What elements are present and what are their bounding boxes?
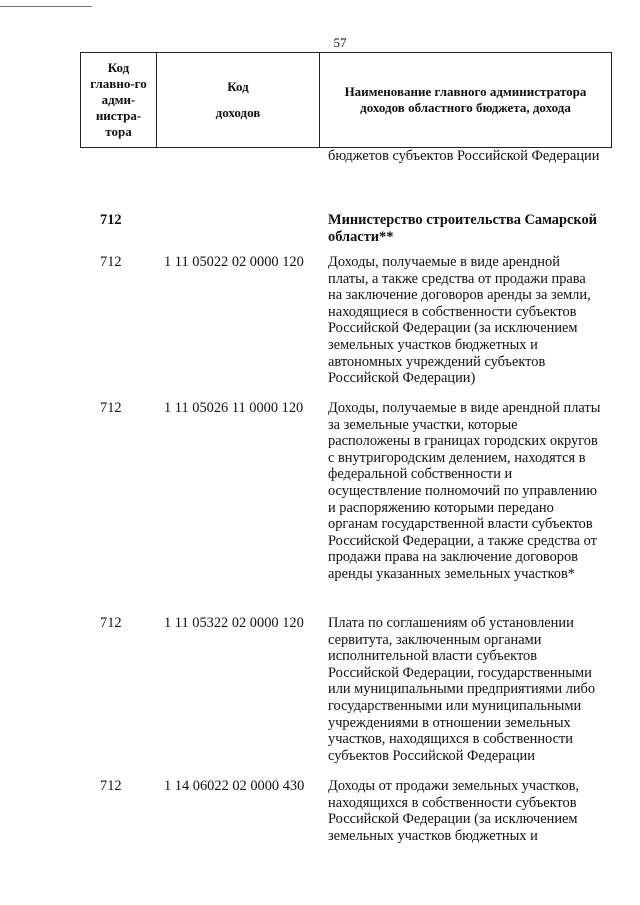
scan-corner-line: [0, 6, 92, 7]
row-income-code: 1 14 06022 02 0000 430: [164, 778, 305, 794]
row-name: Плата по соглашениям об установлении сервитута, заключенным органами исполнительной власти субъектов Российской Федерации, государственными или муниципальными предприятиями либо государственными или муниципальными учреждениями в отношении земельных участков, находящихся в собственности субъектов Российской Федерации: [328, 615, 596, 764]
row-admin-code: 712: [100, 254, 122, 270]
row-name: Министерство строительства Самарской области**: [328, 212, 597, 245]
continuation-text: бюджетов субъектов Российской Федерации: [328, 148, 600, 164]
header-income-code: [157, 53, 320, 147]
header-income-code-line2: доходов: [215, 105, 261, 120]
header-income-code-line1: Код: [227, 79, 249, 94]
row-income-code: 1 11 05322 02 0000 120: [164, 615, 304, 631]
header-admin-code: [81, 53, 157, 147]
row-name: Доходы от продажи земельных участков, находящихся в собственности субъектов Российской Федерации (за исключением земельных участков бюджетных и: [328, 778, 580, 844]
header-admin-code-label: Код главно-го адми-нистра-тора: [90, 60, 147, 139]
row-name: Доходы, получаемые в виде арендной платы за земельные участки, которые расположены в границах городских округов с внутригородским делением, находятся в федеральной собственности и осуществление полномочий по управлению и распоряжению которыми передано органам государственной власти субъектов Российской Федерации, а также средства от продажи права на заключение договоров аренды указанных земельных участков*: [328, 400, 601, 582]
row-income-code: 1 11 05022 02 0000 120: [164, 254, 304, 270]
header-name: Наименование главного администратора доходов областного бюджета, дохода: [344, 84, 587, 115]
table-header: [80, 52, 612, 148]
page-number: 57: [333, 35, 347, 50]
row-admin-code: 712: [100, 615, 122, 631]
row-name: Доходы, получаемые в виде арендной платы, а также средства от продажи права на заключение договоров аренды за земли, находящиеся в собственности субъектов Российской Федерации (за исключением земельных участков бюджетных и автономных учреждений субъектов Российской Федерации): [328, 254, 591, 387]
row-admin-code: 712: [100, 778, 122, 794]
row-admin-code: 712: [100, 212, 122, 228]
row-admin-code: 712: [100, 400, 122, 416]
row-income-code: 1 11 05026 11 0000 120: [164, 400, 304, 416]
